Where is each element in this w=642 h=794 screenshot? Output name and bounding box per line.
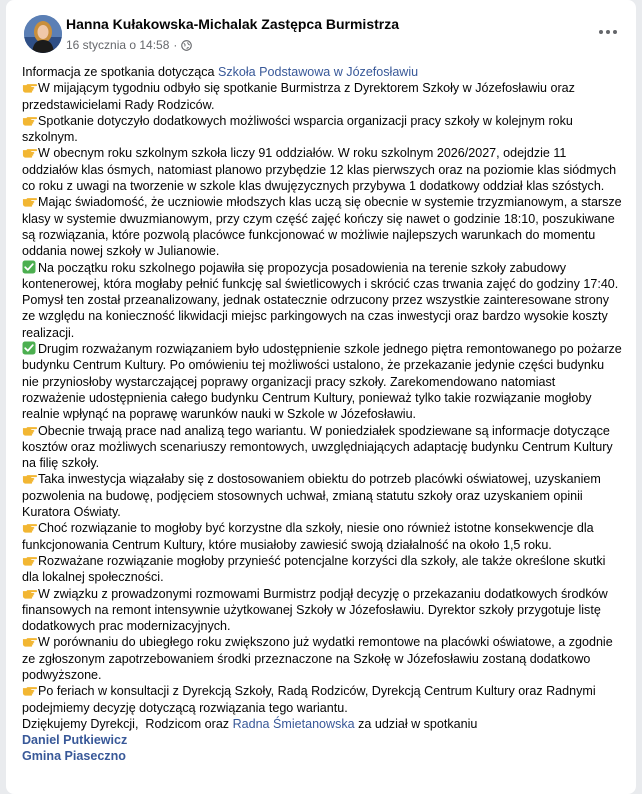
paragraph-4 [22, 194, 622, 259]
paragraph-10 [22, 553, 622, 586]
avatar[interactable] [24, 15, 62, 53]
school-page-link[interactable]: Szkoła Podstawowa w Józefosławiu [217, 65, 419, 79]
backhand-index-pointing-right-icon [22, 194, 37, 208]
paragraph-2-text: Spotkanie dotyczyło dodatkowych możliwości wsparcia organizacji pracy szkoły w kolejnym roku szkolnym. [22, 113, 573, 145]
paragraph-7-text: Obecnie trwają prace nad analizą tego wariantu. W poniedziałek spodziewane są informacje dotyczące kosztów oraz możliwych scenariuszy remontowych, uwzględniających adaptację budynku Centrum Kultury na filię szkoły. [22, 423, 613, 471]
thanks-text-start: Dziękujemy Dyrekcji, Rodzicom oraz [22, 716, 233, 731]
backhand-index-pointing-right-icon [22, 520, 37, 534]
backhand-index-pointing-right-icon [22, 634, 37, 648]
backhand-index-pointing-right-icon [22, 423, 37, 437]
paragraph-12-text: W porównaniu do ubiegłego roku zwiększono już wydatki remontowe na placówki oświatowe, a zgodnie ze zgłoszonym zapotrzebowaniem środki przeznaczone na Szkołę w Józefosławiu zostaną dodatkowo podwyższone. [22, 635, 613, 682]
check-mark-button-icon [22, 260, 36, 274]
paragraph-3 [22, 145, 622, 194]
tag-daniel-putkiewicz[interactable]: Daniel Putkiewicz [22, 733, 128, 748]
intro-text: Informacja ze spotkania dotycząca [22, 65, 218, 79]
thanks-text-end: za udział w spotkaniu [354, 716, 478, 731]
paragraph-5-text: Na początku roku szkolnego pojawiła się propozycja posadowienia na terenie szkoły zabudowy kontenerowej, która mogłaby pełnić funkcję sal świetlicowych i skrócić czas trwania zajęć do godziny 17:40. Pomysł ten został przeanalizowany, jednak ostatecznie odrzucony przez wszystkie zainteresowane strony ze względu na konieczność likwidacji miejsc parkingowych na czas inwestycji oraz bardzo wysokie koszty realizacji. [22, 260, 619, 340]
paragraph-7 [22, 423, 622, 472]
backhand-index-pointing-right-icon [22, 113, 37, 127]
paragraph-1-text: W mijającym tygodniu odbyło się spotkanie Burmistrza z Dyrektorem Szkoły w Józefosławiu oraz przedstawicielami Rady Rodziców. [22, 81, 575, 112]
paragraph-1 [22, 80, 622, 113]
paragraph-4-text: Mając świadomość, że uczniowie młodszych klas uczą się obecnie w systemie trzyzmianowym, a starsze klasy w systemie dwuzmianowym, przy czym część zajęć kończy się nawet o godzinie 18:10, poszukiwane są rozwiązania, które pozwolą placówce funkcjonować w możliwie najlepszych warunkach do momentu oddania nowej szkoły w Julianowie. [22, 195, 622, 259]
more-options-button[interactable] [594, 22, 622, 42]
profile-photo-icon [24, 15, 62, 53]
paragraph-13 [22, 683, 622, 716]
backhand-index-pointing-right-icon [22, 553, 37, 567]
more-options-icon-dot [599, 30, 603, 34]
paragraph-6-text: Drugim rozważanym rozwiązaniem było udostępnienie szkole jednego piętra remontowanego po pożarze budynku Centrum Kultury. Po omówieniu tej możliwości ustalono, że przekazanie jedynie części budynku nie przyniosłoby wystarczającej poprawy organizacji pracy szkoły. Zarekomendowano natomiast rozważenie udostępnienia całego budynku Centrum Kultury, ponieważ tylko takie rozwiązanie mogłoby realnie wpłynąć na poprawę warunków nauki w Szkole w Józefosławiu. [22, 342, 622, 422]
intro-paragraph [22, 64, 622, 80]
backhand-index-pointing-right-icon [22, 586, 37, 600]
author-name[interactable]: Hanna Kułakowska-Michalak Zastępca Burmistrza [66, 16, 400, 32]
paragraph-8-text: Taka inwestycja wiązałaby się z dostosowaniem obiektu do potrzeb placówki oświatowej, uzyskaniem pozwolenia na budowę, podjęciem stosownych uchwał, zmianą statutu szkoły oraz uzyskaniem opinii Kuratora Oświaty. [22, 472, 601, 520]
post-timestamp[interactable]: 16 stycznia o 14:58 [66, 38, 170, 52]
thanks-paragraph [22, 716, 622, 732]
backhand-index-pointing-right-icon [22, 683, 37, 697]
backhand-index-pointing-right-icon [22, 145, 37, 159]
paragraph-10-text: Rozważane rozwiązanie mogłoby przynieść potencjalne korzyści dla szkoły, ale także określone skutki dla lokalnej społeczności. [22, 553, 606, 585]
post-body [22, 64, 622, 765]
paragraph-9-text: Choć rozwiązanie to mogłoby być korzystne dla szkoły, niesie ono również istotne konsekwencje dla funkcjonowania Centrum Kultury, które musiałoby zawiesić swoją działalność na około 1,5 roku. [22, 521, 594, 552]
post-header [6, 0, 636, 60]
post-meta [66, 38, 192, 52]
more-options-icon-dot [606, 30, 610, 34]
paragraph-3-text: W obecnym roku szkolnym szkoła liczy 91 oddziałów. W roku szkolnym 2026/2027, odejdzie 11 oddziałów klas ósmych, natomiast planowo przybędzie 12 klas pierwszych oraz na poziomie klas siódmych co roku z uwagi na tworzenie w szkole klas dwujęzycznych przybywa 1 dodatkowy oddział klas szóstych. [22, 146, 617, 194]
paragraph-6 [22, 341, 622, 422]
paragraph-13-text: Po feriach w konsultacji z Dyrekcją Szkoły, Radą Rodziców, Dyrekcją Centrum Kultury oraz Radnymi podejmiemy decyzję dotyczącą rozwiązania tego wariantu. [22, 684, 596, 715]
meta-separator: · [173, 38, 178, 52]
paragraph-12 [22, 634, 622, 683]
tag-gmina-piaseczno[interactable]: Gmina Piaseczno [22, 749, 126, 764]
tag-1-paragraph [22, 732, 622, 748]
post-card [6, 0, 636, 794]
paragraph-2 [22, 113, 622, 146]
check-mark-button-icon [22, 341, 36, 355]
paragraph-11-text: W związku z prowadzonymi rozmowami Burmistrz podjął decyzję o przekazaniu dodatkowych środków finansowych na remont intensywnie użytkowanej Szkoły w Józefosławiu. Dyrektor szkoły przygotuje listę dodatkowych prac modernizacyjnych. [22, 586, 608, 634]
backhand-index-pointing-right-icon [22, 471, 37, 485]
paragraph-11 [22, 586, 622, 635]
tag-2-paragraph [22, 748, 622, 764]
backhand-index-pointing-right-icon [22, 80, 37, 94]
councillor-link[interactable]: Radna Śmietanowska [232, 716, 355, 731]
more-options-icon-dot [613, 30, 617, 34]
paragraph-9 [22, 520, 622, 553]
paragraph-8 [22, 471, 622, 520]
globe-icon [181, 40, 192, 51]
paragraph-5 [22, 260, 622, 341]
